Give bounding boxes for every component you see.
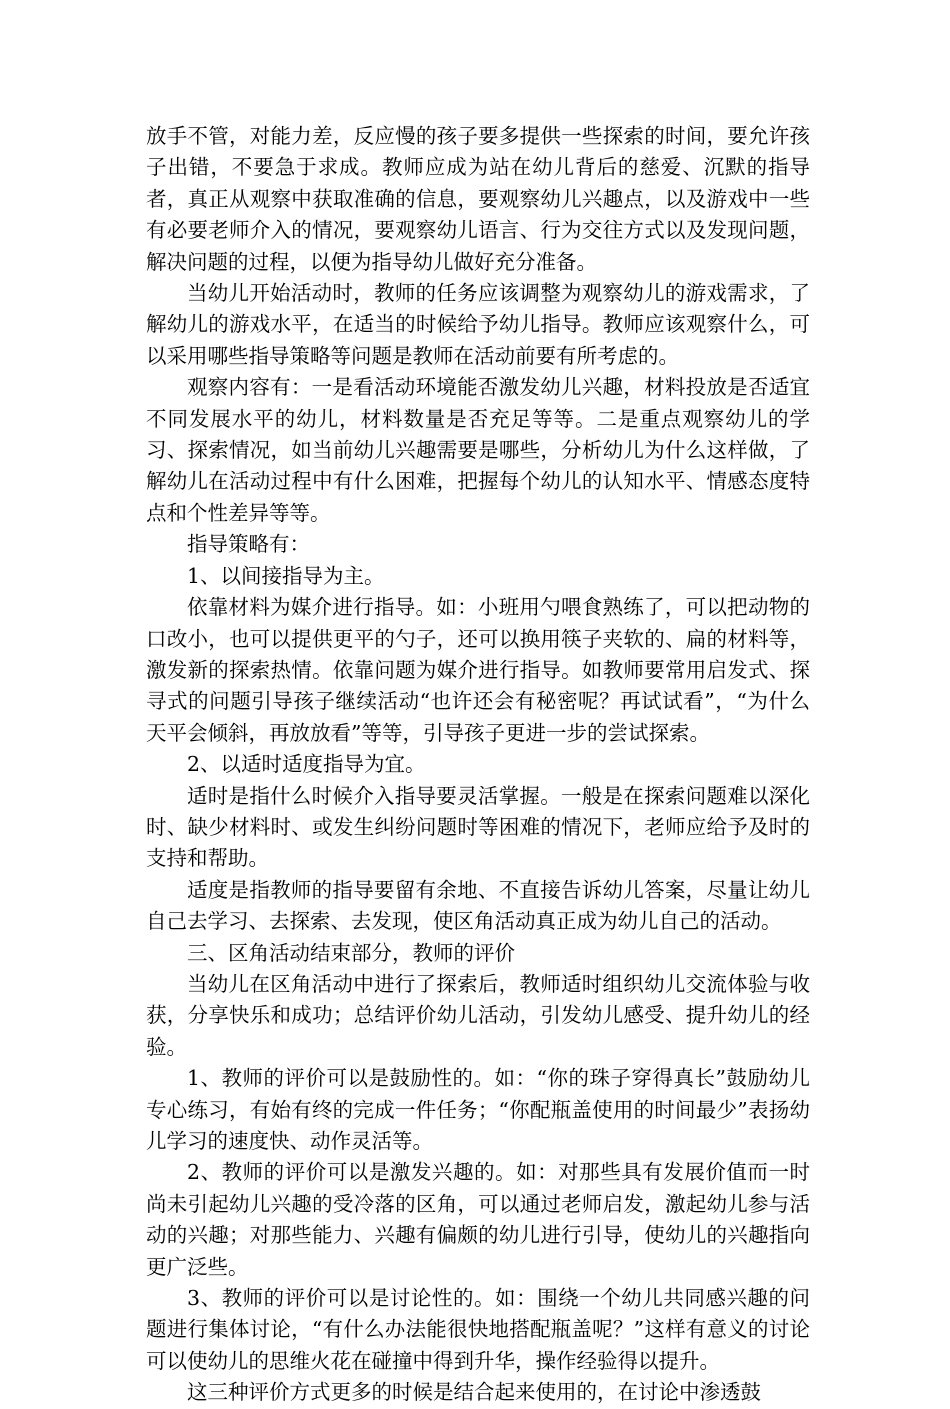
paragraph: 观察内容有：一是看活动环境能否激发幼儿兴趣，材料投放是否适宜不同发展水平的幼儿，材料数量是否充足等等。二是重点观察幼儿的学习、探索情况，如当前幼儿兴趣需要是哪些，分析幼儿为什么这样做，了解幼儿在活动过程中有什么困难，把握每个幼儿的认知水平、情感态度特点和个性差异等等。 (146, 375, 810, 525)
section-heading: 三、区角活动结束部分，教师的评价 (187, 940, 515, 965)
list-item-heading: 1、以间接指导为主。 (187, 563, 385, 588)
paragraph: 适时是指什么时候介入指导要灵活掌握。一般是在探索问题难以深化时、缺少材料时、或发生纠纷问题时等困难的情况下，老师应给予及时的支持和帮助。 (146, 783, 810, 871)
subheading-guidance-strategies: 指导策略有： (187, 532, 310, 557)
list-item-heading: 2、以适时适度指导为宜。 (187, 752, 426, 777)
paragraph: 2、教师的评价可以是激发兴趣的。如：对那些具有发展价值而一时尚未引起幼儿兴趣的受冷落的区角，可以通过老师启发，激起幼儿参与活动的兴趣；对那些能力、兴趣有偏颇的幼儿进行引导，使幼儿的兴趣指向更广泛些。 (146, 1160, 810, 1279)
paragraph: 适度是指教师的指导要留有余地、不直接告诉幼儿答案，尽量让幼儿自己去学习、去探索、去发现，使区角活动真正成为幼儿自己的活动。 (146, 877, 810, 934)
paragraph: 当幼儿开始活动时，教师的任务应该调整为观察幼儿的游戏需求，了解幼儿的游戏水平，在适当的时候给予幼儿指导。教师应该观察什么，可以采用哪些指导策略等问题是教师在活动前要有所考虑的。 (146, 281, 810, 368)
paragraph: 当幼儿在区角活动中进行了探索后，教师适时组织幼儿交流体验与收获，分享快乐和成功；总结评价幼儿活动，引发幼儿感受、提升幼儿的经验。 (146, 971, 810, 1059)
paragraph: 放手不管，对能力差，反应慢的孩子要多提供一些探索的时间，要允许孩子出错，不要急于求成。教师应成为站在幼儿背后的慈爱、沉默的指导者，真正从观察中获取准确的信息，要观察幼儿兴趣点，以及游戏中一些有必要老师介入的情况，要观察幼儿语言、行为交往方式以及发现问题，解决问题的过程，以便为指导幼儿做好充分准备。 (146, 124, 810, 274)
document-body (146, 121, 810, 1409)
paragraph: 依靠材料为媒介进行指导。如：小班用勺喂食熟练了，可以把动物的口改小，也可以提供更平的勺子，还可以换用筷子夹软的、扁的材料等，激发新的探索热情。依靠问题为媒介进行指导。如教师要常用启发式、探寻式的问题引导孩子继续活动“也许还会有秘密呢？再试试看”，“为什么天平会倾斜，再放放看”等等，引导孩子更进一步的尝试探索。 (146, 595, 810, 745)
paragraph: 3、教师的评价可以是讨论性的。如：围绕一个幼儿共同感兴趣的问题进行集体讨论，“有什么办法能很快地搭配瓶盖呢？”这样有意义的讨论可以使幼儿的思维火花在碰撞中得到升华，操作经验得以提升。 (146, 1286, 810, 1373)
paragraph: 1、教师的评价可以是鼓励性的。如：“你的珠子穿得真长”鼓励幼儿专心练习，有始有终的完成一件任务；“你配瓶盖使用的时间最少”表扬幼儿学习的速度快、动作灵活等。 (146, 1066, 810, 1153)
paragraph: 这三种评价方式更多的时候是结合起来使用的，在讨论中渗透鼓 (187, 1380, 761, 1405)
